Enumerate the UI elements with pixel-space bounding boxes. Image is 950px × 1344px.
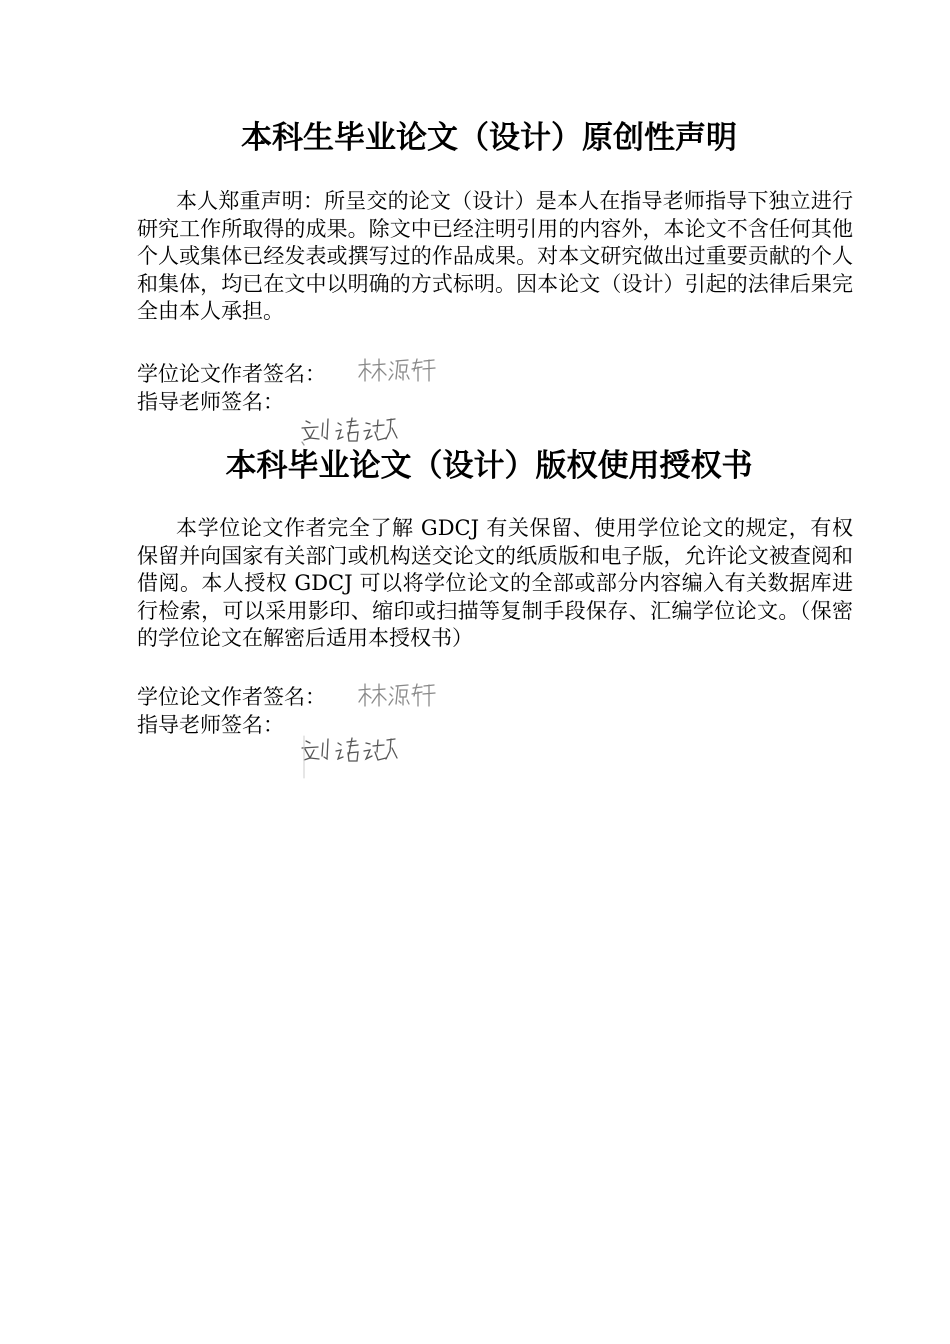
declaration-body: 本人郑重声明：所呈交的论文（设计）是本人在指导老师指导下独立进行研究工作所取得的成果。除文中已经注明引用的内容外，本论文不含任何其他个人或集体已经发表或撰写过的作品成果。对本文研究做出过重要贡献的个人和集体，均已在文中以明确的方式标明。因本论文（设计）引起的法律后果完全由本人承担。 xyxy=(137,189,853,323)
declaration-author-signature xyxy=(356,355,436,385)
authorization-advisor-label: 指导老师签名： xyxy=(137,713,284,737)
authorization-advisor-signature xyxy=(300,734,412,780)
declaration-advisor-signature xyxy=(300,414,412,446)
authorization-title: 本科毕业论文（设计）版权使用授权书 xyxy=(225,448,753,484)
authorization-body: 本学位论文作者完全了解 GDCJ 有关保留、使用学位论文的规定，有权保留并向国家有关部门或机构送交论文的纸质版和电子版，允许论文被查阅和借阅。本人授权 GDCJ 可以将学位论文的全部或部分内容编入有关数据库进行检索，可以采用影印、缩印或扫描等复制手段保存、汇编学位论文。（保密的学位论文在解密后适用本授权书） xyxy=(137,516,853,650)
declaration-title: 本科生毕业论文（设计）原创性声明 xyxy=(241,120,737,156)
declaration-author-label: 学位论文作者签名： xyxy=(137,362,326,386)
authorization-author-label: 学位论文作者签名： xyxy=(137,685,326,709)
authorization-author-signature xyxy=(356,680,436,710)
declaration-advisor-label: 指导老师签名： xyxy=(137,390,284,414)
